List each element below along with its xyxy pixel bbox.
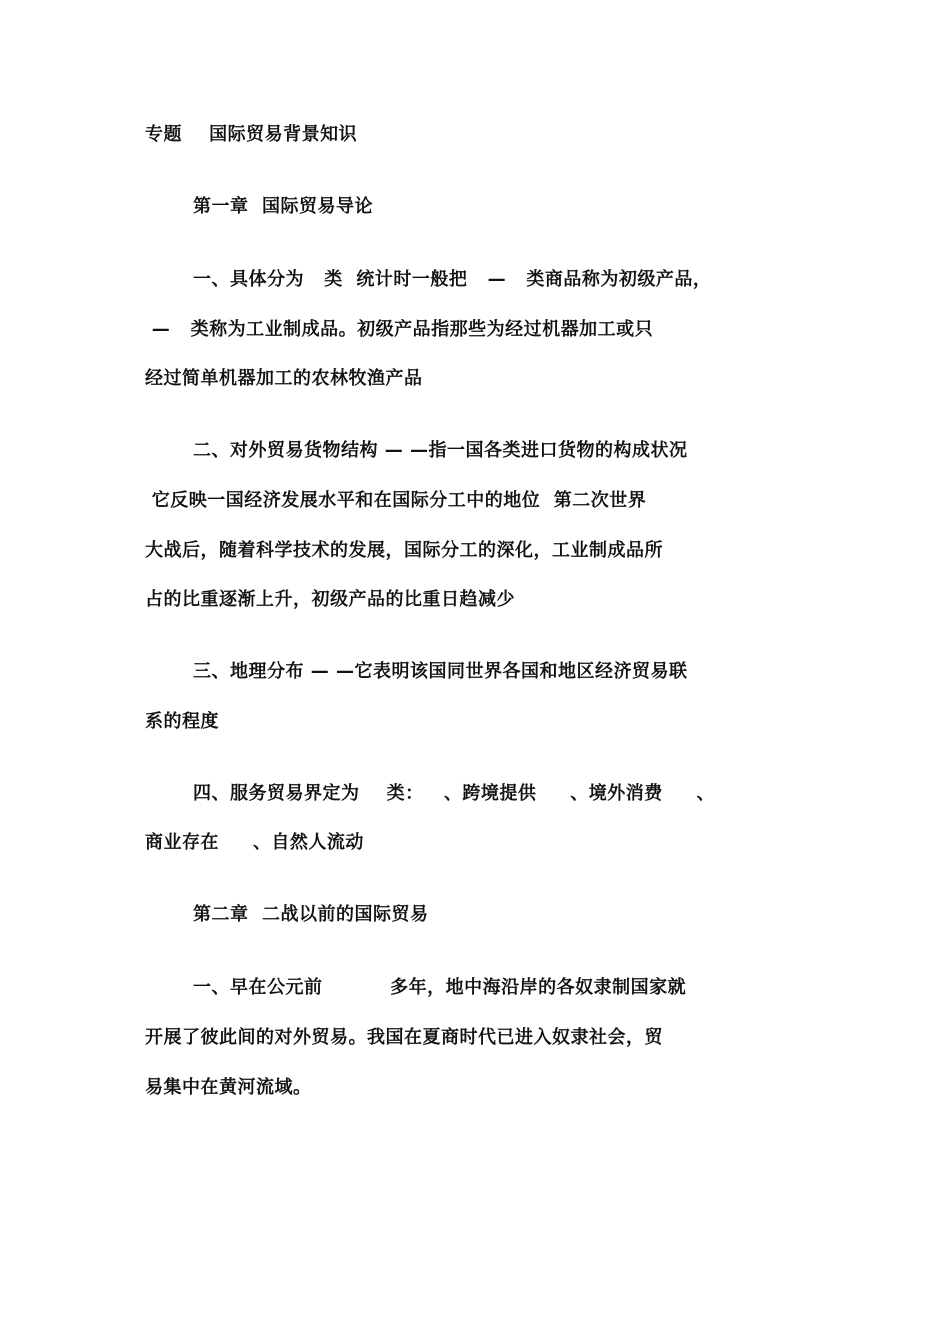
chapter1-p2-line3: 大战后，随着科学技术的发展，国际分工的深化，工业制成品所 bbox=[145, 540, 663, 561]
chapter1-p3-line2: 系的程度 bbox=[145, 711, 219, 732]
chapter1-p1-line2: — 类称为工业制成品。初级产品指那些为经过机器加工或只 bbox=[145, 319, 654, 340]
chapter1-heading: 第一章 国际贸易导论 bbox=[193, 196, 374, 217]
chapter1-p1-line1: 一、具体分为 类 统计时一般把 — 类商品称为初级产品， bbox=[193, 269, 712, 290]
chapter1-p2-line4: 占的比重逐渐上升，初级产品的比重日趋减少 bbox=[145, 589, 515, 610]
chapter2-p1-line3: 易集中在黄河流域。 bbox=[145, 1077, 312, 1098]
chapter1-p1-line3: 经过简单机器加工的农林牧渔产品 bbox=[145, 368, 423, 389]
chapter2-p1-line1: 一、早在公元前 多年，地中海沿岸的各奴隶制国家就 bbox=[193, 977, 687, 998]
document-title: 专题 国际贸易背景知识 bbox=[145, 124, 358, 145]
chapter1-p4-line2: 商业存在 、自然人流动 bbox=[145, 832, 364, 853]
chapter2-heading: 第二章 二战以前的国际贸易 bbox=[193, 904, 429, 925]
chapter2-p1-line2: 开展了彼此间的对外贸易。我国在夏商时代已进入奴隶社会，贸 bbox=[145, 1027, 663, 1048]
chapter1-p2-line2: 它反映一国经济发展水平和在国际分工中的地位 第二次世界 bbox=[145, 490, 647, 511]
chapter1-p3-line1: 三、地理分布 — —它表明该国同世界各国和地区经济贸易联 bbox=[193, 661, 688, 682]
chapter1-p4-line1: 四、服务贸易界定为 类： 、跨境提供 、境外消费 、 bbox=[193, 783, 716, 804]
chapter1-p2-line1: 二、对外贸易货物结构 — —指一国各类进口货物的构成状况 bbox=[193, 440, 688, 461]
